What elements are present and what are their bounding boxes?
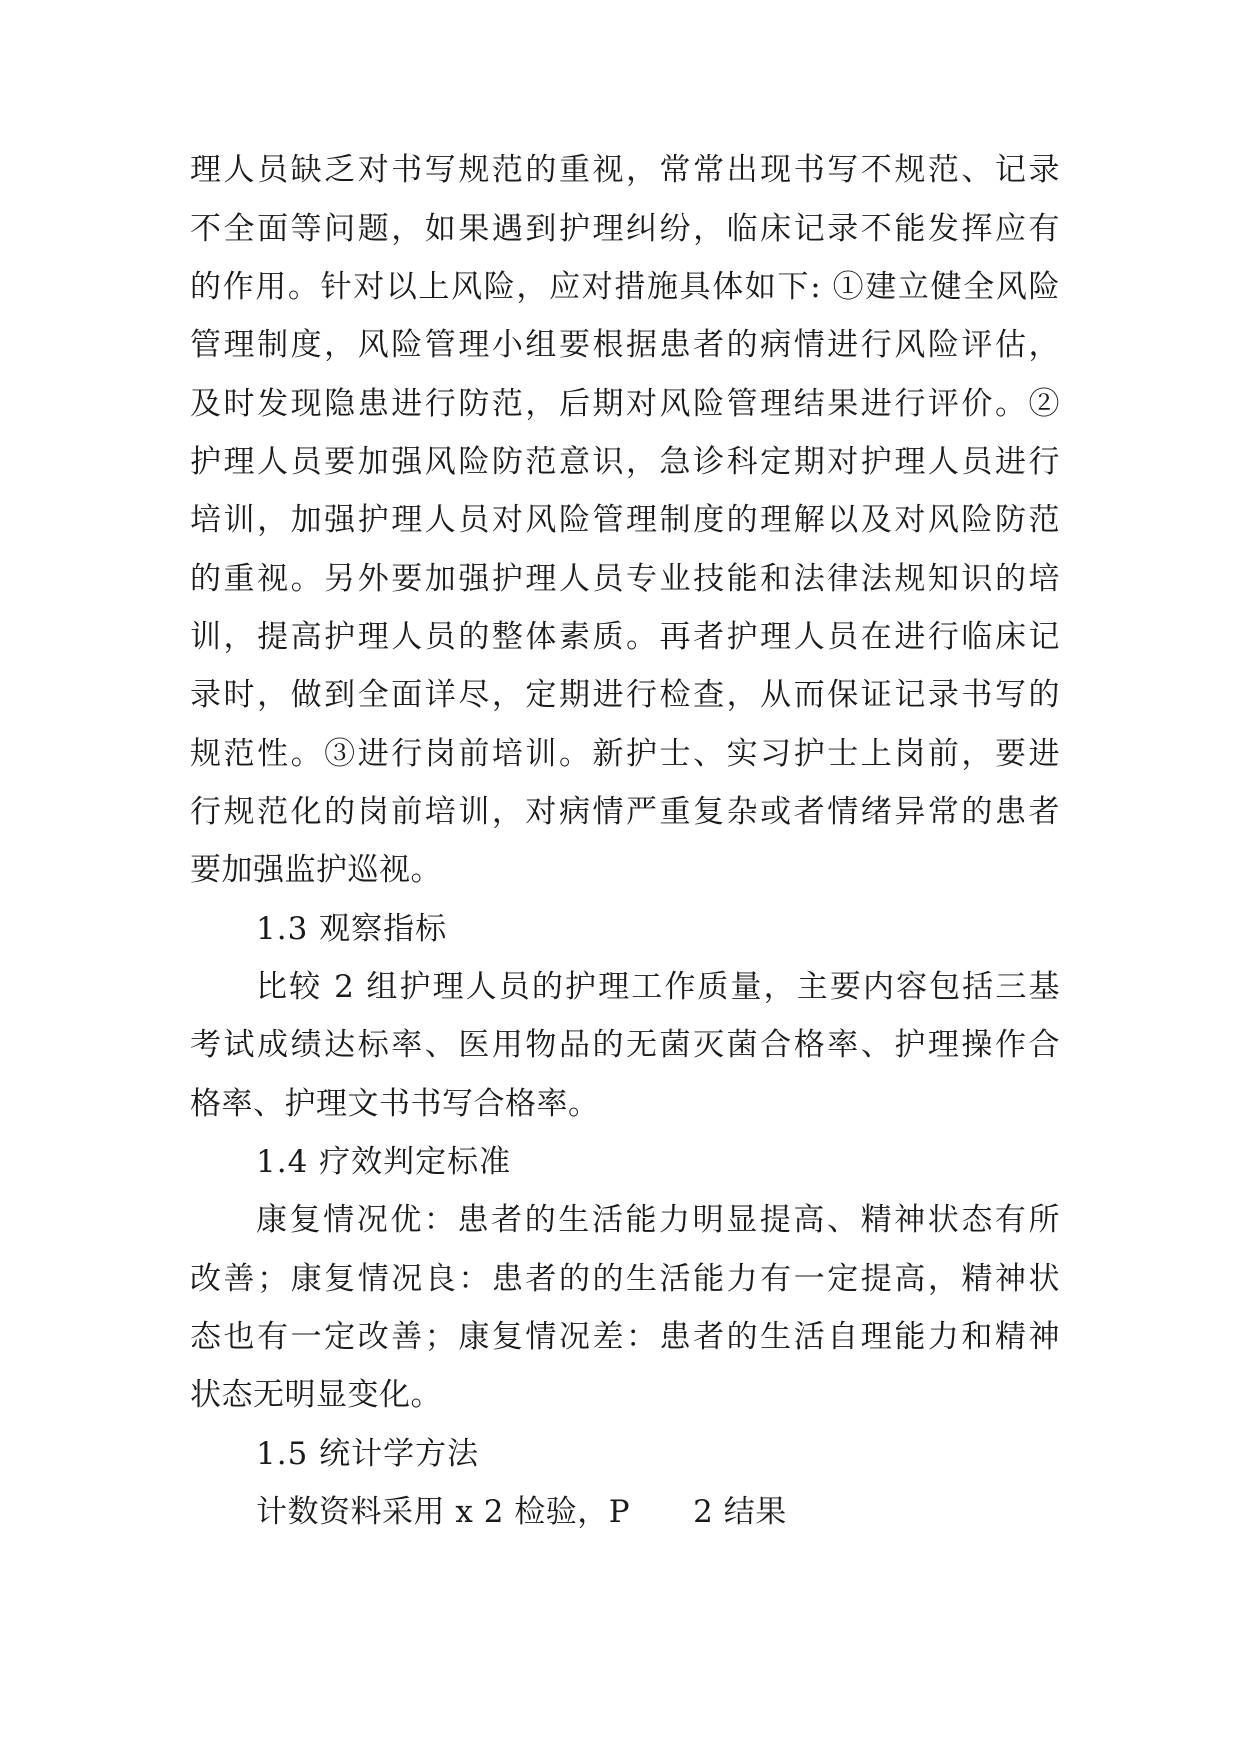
text-line: 改善；康复情况良：患者的的生活能力有一定提高，精神状 bbox=[190, 1261, 1060, 1297]
text-line: 护理人员要加强风险防范意识，急诊科定期对护理人员进行 bbox=[190, 444, 1060, 480]
text-line: 计数资料采用 x 2 检验，P 2 结果 bbox=[256, 1494, 787, 1530]
text-line: 录时，做到全面详尽，定期进行检查，从而保证记录书写的 bbox=[190, 677, 1060, 713]
text-line: 状态无明显变化。 bbox=[190, 1377, 442, 1413]
text-line: 培训，加强护理人员对风险管理制度的理解以及对风险防范 bbox=[190, 502, 1060, 538]
text-line: 康复情况优：患者的生活能力明显提高、精神状态有所 bbox=[256, 1202, 1060, 1238]
text-line: 的重视。另外要加强护理人员专业技能和法律法规知识的培 bbox=[190, 561, 1060, 597]
text-line: 比较 2 组护理人员的护理工作质量，主要内容包括三基 bbox=[256, 969, 1060, 1005]
text-line: 的作用。针对以上风险，应对措施具体如下: ①建立健全风险 bbox=[190, 269, 1060, 305]
text-line: 管理制度，风险管理小组要根据患者的病情进行风险评估， bbox=[190, 327, 1060, 363]
section-heading-1-4: 1.4 疗效判定标准 bbox=[256, 1144, 512, 1180]
text-line: 格率、护理文书书写合格率。 bbox=[190, 1086, 600, 1122]
text-line: 考试成绩达标率、医用物品的无菌灭菌合格率、护理操作合 bbox=[190, 1027, 1060, 1063]
text-line: 不全面等问题，如果遇到护理纠纷，临床记录不能发挥应有 bbox=[190, 211, 1060, 247]
text-line: 要加强监护巡视。 bbox=[190, 852, 442, 888]
text-line: 规范性。③进行岗前培训。新护士、实习护士上岗前，要进 bbox=[190, 736, 1060, 772]
text-line: 训，提高护理人员的整体素质。再者护理人员在进行临床记 bbox=[190, 619, 1060, 655]
text-line: 理人员缺乏对书写规范的重视，常常出现书写不规范、记录 bbox=[190, 152, 1060, 188]
text-line: 及时发现隐患进行防范，后期对风险管理结果进行评价。② bbox=[190, 386, 1060, 422]
section-heading-1-5: 1.5 统计学方法 bbox=[256, 1436, 480, 1472]
section-heading-1-3: 1.3 观察指标 bbox=[256, 911, 448, 947]
text-line: 态也有一定改善；康复情况差：患者的生活自理能力和精神 bbox=[190, 1319, 1060, 1355]
text-line: 行规范化的岗前培训，对病情严重复杂或者情绪异常的患者 bbox=[190, 794, 1060, 830]
